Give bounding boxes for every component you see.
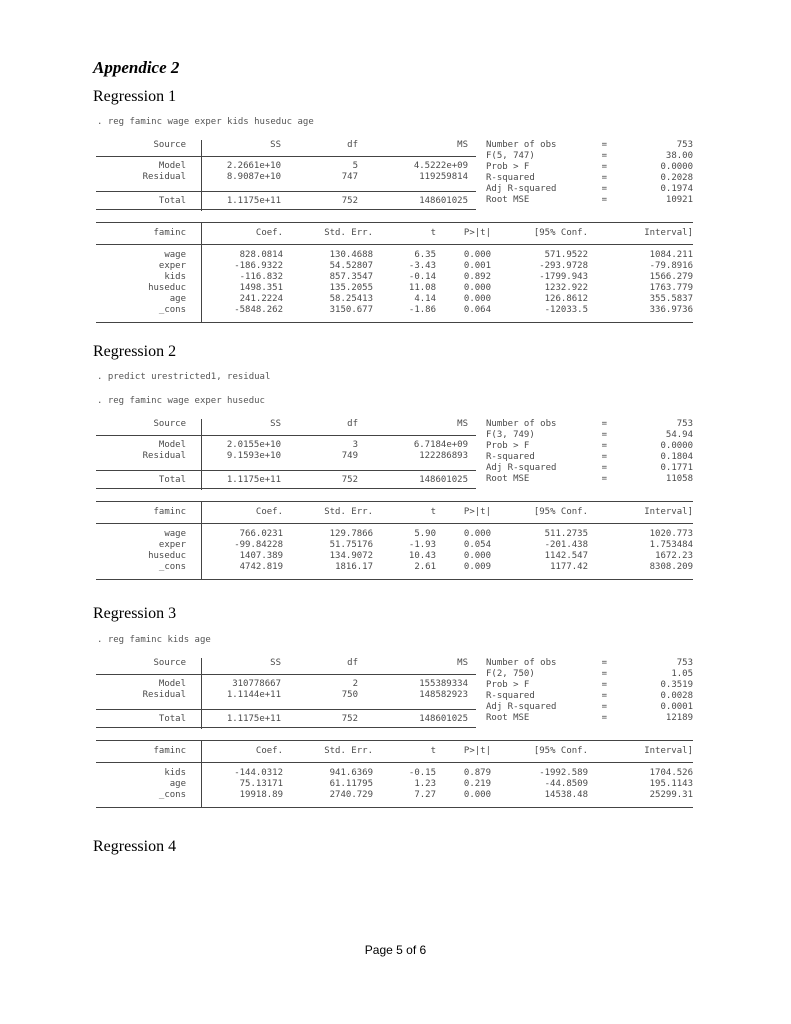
anova-cell: Total — [158, 714, 186, 724]
stat-cell: = — [601, 680, 607, 690]
coef-cell: 1.753484 — [649, 540, 693, 550]
coef-header-cell: P>|t| — [463, 228, 491, 238]
stat-cell: 753 — [676, 658, 693, 668]
regression-3-command: . reg faminc kids age — [97, 635, 211, 645]
coef-cell: 25299.31 — [649, 790, 693, 800]
coef-rule — [96, 523, 693, 524]
anova-cell: Residual — [142, 451, 186, 461]
stat-cell: 1.05 — [671, 669, 693, 679]
anova-header-cell: df — [347, 419, 358, 429]
regression-1-command: . reg faminc wage exper kids huseduc age — [97, 117, 314, 127]
stat-cell: 0.0000 — [660, 162, 693, 172]
stat-row — [486, 151, 693, 162]
coef-cell: 0.000 — [463, 551, 491, 561]
anova-cell: Model — [158, 161, 186, 171]
coef-rule — [96, 579, 693, 580]
stat-cell: F(5, 747) — [486, 151, 535, 161]
stat-cell: 12189 — [665, 713, 693, 723]
stat-row — [486, 195, 693, 206]
coef-cell: 14538.48 — [544, 790, 588, 800]
coef-cell: -1799.943 — [539, 272, 588, 282]
coef-cell: 10.43 — [408, 551, 436, 561]
coef-cell: -186.9322 — [234, 261, 283, 271]
anova-header-cell: Source — [153, 419, 186, 429]
regression-1-output — [96, 140, 693, 328]
coef-cell: kids — [164, 768, 186, 778]
coef-cell: -293.9728 — [539, 261, 588, 271]
stat-cell: = — [601, 184, 607, 194]
coef-cell: -0.15 — [408, 768, 436, 778]
stat-cell: Prob > F — [486, 162, 530, 172]
stat-row — [486, 669, 693, 680]
stat-cell: = — [601, 430, 607, 440]
coef-cell: 941.6369 — [329, 768, 373, 778]
regression-2-command: . reg faminc wage exper huseduc — [97, 396, 265, 406]
anova-table — [96, 658, 693, 740]
coef-cell: age — [169, 779, 186, 789]
stat-cell: = — [601, 713, 607, 723]
stat-row — [486, 452, 693, 463]
anova-header-cell: SS — [270, 140, 281, 150]
coef-divider — [201, 740, 202, 807]
coef-cell: -116.832 — [239, 272, 283, 282]
stat-cell: = — [601, 151, 607, 161]
anova-cell: 148601025 — [419, 475, 468, 485]
coef-cell: 766.0231 — [239, 529, 283, 539]
regression-2-predict-command: . predict urestricted1, residual — [97, 372, 271, 382]
stat-cell: = — [601, 669, 607, 679]
coef-cell: 126.8612 — [544, 294, 588, 304]
anova-cell: 750 — [341, 690, 358, 700]
anova-cell: 119259814 — [419, 172, 468, 182]
coef-header-cell: t — [430, 507, 436, 517]
anova-cell: Model — [158, 440, 186, 450]
coef-header-cell: Std. Err. — [324, 507, 373, 517]
coef-divider — [201, 222, 202, 322]
anova-cell: 9.1593e+10 — [226, 451, 281, 461]
stat-cell: Root MSE — [486, 195, 530, 205]
stat-cell: Prob > F — [486, 680, 530, 690]
anova-cell: Residual — [142, 690, 186, 700]
coef-header-cell: Interval] — [644, 746, 693, 756]
coef-cell: -5848.262 — [234, 305, 283, 315]
coef-rule — [96, 807, 693, 808]
coef-header-cell: faminc — [153, 507, 186, 517]
coef-cell: _cons — [158, 562, 186, 572]
stat-cell: = — [601, 441, 607, 451]
coef-header-cell: Interval] — [644, 507, 693, 517]
coef-cell: 0.000 — [463, 294, 491, 304]
stat-cell: = — [601, 463, 607, 473]
coef-cell: _cons — [158, 790, 186, 800]
stat-cell: 10921 — [665, 195, 693, 205]
stat-cell: = — [601, 452, 607, 462]
stat-cell: R-squared — [486, 452, 535, 462]
stat-cell: 0.1974 — [660, 184, 693, 194]
stat-row — [486, 184, 693, 195]
coef-cell: 135.2055 — [329, 283, 373, 293]
coef-rule — [96, 222, 693, 223]
coef-rule — [96, 762, 693, 763]
anova-cell: 752 — [341, 196, 358, 206]
coef-table — [96, 740, 693, 813]
coef-cell: 129.7866 — [329, 529, 373, 539]
coef-rule — [96, 740, 693, 741]
anova-rule — [96, 156, 476, 157]
coef-cell: 2740.729 — [329, 790, 373, 800]
stat-cell: 38.00 — [665, 151, 693, 161]
anova-cell: 148601025 — [419, 196, 468, 206]
coef-table — [96, 501, 693, 585]
regression-3-heading: Regression 3 — [93, 605, 177, 622]
stat-row — [486, 474, 693, 485]
coef-header-cell: Interval] — [644, 228, 693, 238]
coef-header-cell: t — [430, 228, 436, 238]
anova-cell: 2 — [352, 679, 358, 689]
coef-cell: exper — [158, 261, 186, 271]
stat-cell: Root MSE — [486, 713, 530, 723]
coef-cell: 1566.279 — [649, 272, 693, 282]
coef-header-cell: Coef. — [255, 746, 283, 756]
anova-rule — [96, 470, 476, 471]
anova-table — [96, 140, 693, 222]
stat-cell: 11058 — [665, 474, 693, 484]
anova-cell: 148601025 — [419, 714, 468, 724]
stat-cell: 753 — [676, 419, 693, 429]
coef-cell: wage — [164, 250, 186, 260]
coef-cell: 0.000 — [463, 790, 491, 800]
anova-header-cell: Source — [153, 658, 186, 668]
anova-cell: Total — [158, 475, 186, 485]
stat-cell: 0.1804 — [660, 452, 693, 462]
coef-cell: exper — [158, 540, 186, 550]
anova-rule — [96, 709, 476, 710]
coef-header-cell: Coef. — [255, 228, 283, 238]
stat-cell: Number of obs — [486, 658, 557, 668]
stat-row — [486, 463, 693, 474]
coef-cell: 0.000 — [463, 250, 491, 260]
coef-cell: 1763.779 — [649, 283, 693, 293]
coef-cell: huseduc — [148, 551, 186, 561]
anova-header-cell: MS — [457, 658, 468, 668]
coef-cell: 1407.389 — [239, 551, 283, 561]
coef-cell: -201.438 — [544, 540, 588, 550]
stat-cell: Root MSE — [486, 474, 530, 484]
regression-2-heading: Regression 2 — [93, 343, 177, 360]
coef-cell: 0.000 — [463, 283, 491, 293]
stat-cell: = — [601, 173, 607, 183]
anova-rule — [96, 191, 476, 192]
coef-cell: age — [169, 294, 186, 304]
coef-cell: 511.2735 — [544, 529, 588, 539]
stat-cell: 0.0001 — [660, 702, 693, 712]
coef-cell: 0.054 — [463, 540, 491, 550]
anova-rule — [96, 209, 476, 210]
stat-row — [486, 691, 693, 702]
anova-rule — [96, 435, 476, 436]
coef-cell: 1672.23 — [655, 551, 693, 561]
anova-divider — [201, 140, 202, 211]
regression-3-output — [96, 658, 693, 813]
coef-table — [96, 222, 693, 328]
stat-row — [486, 441, 693, 452]
coef-header-cell: P>|t| — [463, 746, 491, 756]
coef-cell: 0.879 — [463, 768, 491, 778]
anova-rule — [96, 727, 476, 728]
anova-cell: 747 — [341, 172, 358, 182]
anova-cell: 3 — [352, 440, 358, 450]
anova-divider — [201, 419, 202, 490]
coef-header-cell: Coef. — [255, 507, 283, 517]
coef-header-cell: Std. Err. — [324, 228, 373, 238]
stat-row — [486, 419, 693, 430]
coef-cell: 0.892 — [463, 272, 491, 282]
anova-rule — [96, 674, 476, 675]
coef-cell: -1.93 — [408, 540, 436, 550]
coef-cell: 130.4688 — [329, 250, 373, 260]
coef-cell: 1.23 — [414, 779, 436, 789]
stat-cell: = — [601, 658, 607, 668]
stat-cell: 753 — [676, 140, 693, 150]
anova-header-cell: MS — [457, 140, 468, 150]
stat-cell: Adj R-squared — [486, 463, 557, 473]
coef-cell: 1020.773 — [649, 529, 693, 539]
coef-cell: 336.9736 — [649, 305, 693, 315]
coef-cell: 195.1143 — [649, 779, 693, 789]
coef-cell: -144.0312 — [234, 768, 283, 778]
anova-cell: 155389334 — [419, 679, 468, 689]
coef-cell: 0.064 — [463, 305, 491, 315]
coef-cell: 0.000 — [463, 529, 491, 539]
coef-cell: -99.84228 — [234, 540, 283, 550]
coef-header-cell: faminc — [153, 228, 186, 238]
anova-cell: 4.5222e+09 — [413, 161, 468, 171]
page-footer: Page 5 of 6 — [364, 943, 427, 957]
coef-cell: 19918.89 — [239, 790, 283, 800]
anova-cell: 310778667 — [232, 679, 281, 689]
coef-cell: 4742.819 — [239, 562, 283, 572]
stat-cell: = — [601, 702, 607, 712]
coef-cell: 134.9072 — [329, 551, 373, 561]
coef-cell: -1.86 — [408, 305, 436, 315]
stat-row — [486, 680, 693, 691]
coef-cell: 1142.547 — [544, 551, 588, 561]
stat-cell: F(2, 750) — [486, 669, 535, 679]
coef-cell: 8308.209 — [649, 562, 693, 572]
coef-cell: 0.001 — [463, 261, 491, 271]
stat-cell: = — [601, 419, 607, 429]
coef-cell: -0.14 — [408, 272, 436, 282]
anova-cell: 8.9087e+10 — [226, 172, 281, 182]
stat-cell: F(3, 749) — [486, 430, 535, 440]
appendix-title: Appendice 2 — [93, 58, 180, 77]
anova-divider — [201, 658, 202, 729]
coef-cell: 1704.526 — [649, 768, 693, 778]
stat-row — [486, 162, 693, 173]
coef-cell: 571.9522 — [544, 250, 588, 260]
stat-cell: 0.2028 — [660, 173, 693, 183]
anova-rule — [96, 488, 476, 489]
coef-cell: -12033.5 — [544, 305, 588, 315]
anova-cell: 122286893 — [419, 451, 468, 461]
anova-cell: 752 — [341, 714, 358, 724]
anova-cell: 1.1175e+11 — [226, 475, 281, 485]
coef-cell: 58.25413 — [329, 294, 373, 304]
coef-header-cell: t — [430, 746, 436, 756]
stat-row — [486, 658, 693, 669]
coef-cell: -79.8916 — [649, 261, 693, 271]
coef-cell: 828.0814 — [239, 250, 283, 260]
coef-cell: kids — [164, 272, 186, 282]
anova-header-cell: df — [347, 140, 358, 150]
stat-cell: = — [601, 474, 607, 484]
anova-cell: 1.1144e+11 — [226, 690, 281, 700]
coef-cell: 0.219 — [463, 779, 491, 789]
regression-1-heading: Regression 1 — [93, 88, 177, 105]
anova-table — [96, 419, 693, 501]
coef-cell: 355.5837 — [649, 294, 693, 304]
regression-4-heading: Regression 4 — [93, 838, 177, 855]
coef-cell: 1232.922 — [544, 283, 588, 293]
stat-row — [486, 702, 693, 713]
coef-divider — [201, 501, 202, 579]
coef-cell: -3.43 — [408, 261, 436, 271]
stat-cell: = — [601, 691, 607, 701]
stat-row — [486, 140, 693, 151]
regression-2-output — [96, 419, 693, 585]
coef-cell: 0.009 — [463, 562, 491, 572]
stat-cell: Number of obs — [486, 140, 557, 150]
coef-cell: 1177.42 — [550, 562, 588, 572]
coef-rule — [96, 244, 693, 245]
coef-rule — [96, 322, 693, 323]
coef-cell: -44.8509 — [544, 779, 588, 789]
coef-cell: 1084.211 — [649, 250, 693, 260]
stat-cell: Prob > F — [486, 441, 530, 451]
coef-header-cell: [95% Conf. — [533, 507, 588, 517]
stat-cell: = — [601, 195, 607, 205]
anova-cell: Total — [158, 196, 186, 206]
coef-cell: huseduc — [148, 283, 186, 293]
anova-cell: 148582923 — [419, 690, 468, 700]
stat-cell: R-squared — [486, 173, 535, 183]
anova-cell: 6.7184e+09 — [413, 440, 468, 450]
anova-header-cell: Source — [153, 140, 186, 150]
stat-row — [486, 430, 693, 441]
anova-header-cell: SS — [270, 419, 281, 429]
coef-cell: 7.27 — [414, 790, 436, 800]
anova-header-cell: MS — [457, 419, 468, 429]
coef-cell: 4.14 — [414, 294, 436, 304]
anova-header-cell: df — [347, 658, 358, 668]
coef-cell: 5.90 — [414, 529, 436, 539]
stat-cell: 0.3519 — [660, 680, 693, 690]
coef-cell: 241.2224 — [239, 294, 283, 304]
coef-header-cell: [95% Conf. — [533, 746, 588, 756]
stat-row — [486, 173, 693, 184]
stat-cell: 0.1771 — [660, 463, 693, 473]
coef-cell: 54.52807 — [329, 261, 373, 271]
stat-cell: R-squared — [486, 691, 535, 701]
coef-cell: -1992.589 — [539, 768, 588, 778]
anova-cell: 1.1175e+11 — [226, 196, 281, 206]
coef-cell: wage — [164, 529, 186, 539]
coef-header-cell: [95% Conf. — [533, 228, 588, 238]
coef-cell: 1498.351 — [239, 283, 283, 293]
coef-header-cell: Std. Err. — [324, 746, 373, 756]
anova-cell: 1.1175e+11 — [226, 714, 281, 724]
coef-cell: 2.61 — [414, 562, 436, 572]
stat-cell: = — [601, 162, 607, 172]
coef-header-cell: P>|t| — [463, 507, 491, 517]
coef-cell: 75.13171 — [239, 779, 283, 789]
coef-cell: 3150.677 — [329, 305, 373, 315]
stat-cell: 54.94 — [665, 430, 693, 440]
stat-cell: 0.0028 — [660, 691, 693, 701]
anova-cell: 752 — [341, 475, 358, 485]
coef-cell: 857.3547 — [329, 272, 373, 282]
stat-cell: Number of obs — [486, 419, 557, 429]
stat-cell: 0.0000 — [660, 441, 693, 451]
anova-cell: Model — [158, 679, 186, 689]
anova-cell: 5 — [352, 161, 358, 171]
coef-cell: 1816.17 — [335, 562, 373, 572]
stat-cell: Adj R-squared — [486, 702, 557, 712]
coef-cell: _cons — [158, 305, 186, 315]
anova-cell: 2.2661e+10 — [226, 161, 281, 171]
stat-cell: Adj R-squared — [486, 184, 557, 194]
anova-header-cell: SS — [270, 658, 281, 668]
anova-cell: Residual — [142, 172, 186, 182]
anova-cell: 2.0155e+10 — [226, 440, 281, 450]
coef-rule — [96, 501, 693, 502]
coef-cell: 61.11795 — [329, 779, 373, 789]
stat-cell: = — [601, 140, 607, 150]
coef-cell: 51.75176 — [329, 540, 373, 550]
stat-row — [486, 713, 693, 724]
coef-cell: 6.35 — [414, 250, 436, 260]
coef-header-cell: faminc — [153, 746, 186, 756]
coef-cell: 11.08 — [408, 283, 436, 293]
anova-cell: 749 — [341, 451, 358, 461]
